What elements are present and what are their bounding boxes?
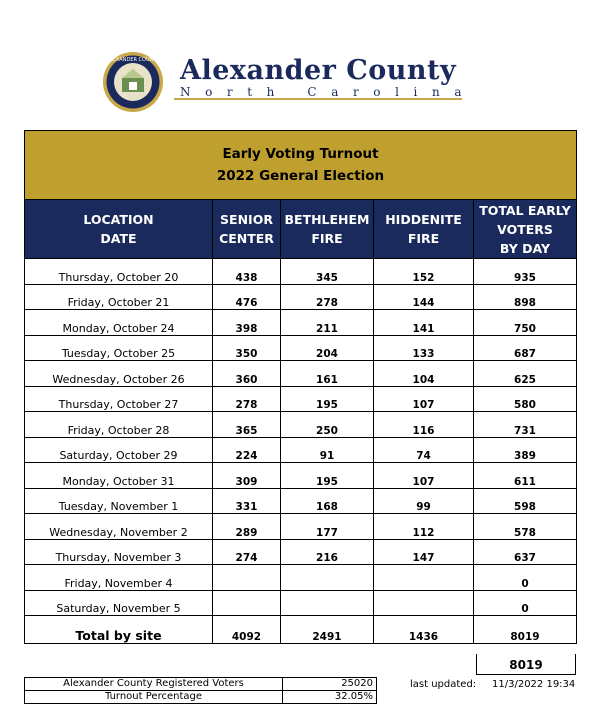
cell-senior-center	[213, 565, 281, 591]
totals-label: Total by site	[25, 616, 213, 644]
cell-date: Friday, November 4	[25, 565, 213, 591]
report-title-line2: 2022 General Election	[216, 168, 385, 184]
table-row	[25, 412, 577, 438]
cell-senior-center: 476	[213, 284, 281, 310]
cell-hiddenite-fire	[374, 565, 474, 591]
cell-hiddenite-fire: 107	[374, 386, 474, 412]
cell-bethlehem-fire	[281, 565, 374, 591]
table-body	[25, 259, 577, 616]
last-updated-label: last updated:	[410, 679, 477, 690]
column-header-hiddenite-fire: HIDDENITE FIRE	[374, 200, 474, 259]
report-title	[25, 131, 577, 200]
cell-senior-center: 309	[213, 463, 281, 489]
cell-senior-center	[213, 590, 281, 616]
cell-date: Saturday, October 29	[25, 437, 213, 463]
cell-bethlehem-fire: 195	[281, 463, 374, 489]
cell-total-by-day: 625	[474, 361, 577, 387]
cell-senior-center: 350	[213, 335, 281, 361]
totals-hiddenite-fire: 1436	[374, 616, 474, 644]
cell-hiddenite-fire	[374, 590, 474, 616]
turnout-percentage-value: 32.05%	[283, 691, 377, 704]
cell-hiddenite-fire: 141	[374, 310, 474, 336]
cell-total-by-day: 611	[474, 463, 577, 489]
table-row	[25, 488, 577, 514]
cell-hiddenite-fire: 147	[374, 539, 474, 565]
cell-bethlehem-fire: 161	[281, 361, 374, 387]
turnout-table	[24, 130, 577, 644]
cell-hiddenite-fire: 107	[374, 463, 474, 489]
cell-bethlehem-fire: 204	[281, 335, 374, 361]
svg-text:ALEXANDER COUNTY: ALEXANDER COUNTY	[106, 57, 160, 63]
table-row	[25, 565, 577, 591]
cell-total-by-day: 0	[474, 590, 577, 616]
table-row	[25, 335, 577, 361]
cell-senior-center: 438	[213, 259, 281, 285]
column-header-senior-center: SENIOR CENTER	[213, 200, 281, 259]
cell-date: Tuesday, November 1	[25, 488, 213, 514]
table-row	[25, 361, 577, 387]
cell-hiddenite-fire: 104	[374, 361, 474, 387]
table-row	[25, 463, 577, 489]
table-row	[25, 259, 577, 285]
cell-senior-center: 360	[213, 361, 281, 387]
cell-bethlehem-fire: 195	[281, 386, 374, 412]
cell-total-by-day: 935	[474, 259, 577, 285]
cell-hiddenite-fire: 152	[374, 259, 474, 285]
column-header-location: LOCATION DATE	[25, 200, 213, 259]
cell-total-by-day: 598	[474, 488, 577, 514]
cell-date: Friday, October 28	[25, 412, 213, 438]
cell-hiddenite-fire: 112	[374, 514, 474, 540]
cell-date: Monday, October 24	[25, 310, 213, 336]
turnout-percentage-label: Turnout Percentage	[25, 691, 283, 704]
grand-total: 8019	[476, 654, 576, 675]
totals-row	[25, 616, 577, 644]
table-header-row	[25, 200, 577, 259]
column-header-bethlehem-fire: BETHLEHEM FIRE	[281, 200, 374, 259]
table-row	[25, 310, 577, 336]
cell-total-by-day: 578	[474, 514, 577, 540]
registered-voters-label: Alexander County Registered Voters	[25, 678, 283, 691]
cell-senior-center: 278	[213, 386, 281, 412]
cell-senior-center: 331	[213, 488, 281, 514]
cell-total-by-day: 0	[474, 565, 577, 591]
cell-date: Monday, October 31	[25, 463, 213, 489]
registered-voters-value: 25020	[283, 678, 377, 691]
cell-date: Thursday, October 20	[25, 259, 213, 285]
cell-date: Wednesday, October 26	[25, 361, 213, 387]
county-header	[102, 47, 477, 117]
cell-senior-center: 398	[213, 310, 281, 336]
cell-total-by-day: 750	[474, 310, 577, 336]
cell-bethlehem-fire	[281, 590, 374, 616]
totals-senior-center: 4092	[213, 616, 281, 644]
table-row	[25, 386, 577, 412]
table-row	[25, 590, 577, 616]
cell-date: Wednesday, November 2	[25, 514, 213, 540]
cell-bethlehem-fire: 177	[281, 514, 374, 540]
cell-senior-center: 289	[213, 514, 281, 540]
cell-bethlehem-fire: 278	[281, 284, 374, 310]
cell-senior-center: 274	[213, 539, 281, 565]
cell-total-by-day: 731	[474, 412, 577, 438]
table-row	[25, 539, 577, 565]
cell-senior-center: 224	[213, 437, 281, 463]
cell-date: Tuesday, October 25	[25, 335, 213, 361]
cell-hiddenite-fire: 74	[374, 437, 474, 463]
cell-bethlehem-fire: 250	[281, 412, 374, 438]
cell-hiddenite-fire: 116	[374, 412, 474, 438]
cell-total-by-day: 580	[474, 386, 577, 412]
cell-bethlehem-fire: 168	[281, 488, 374, 514]
cell-senior-center: 365	[213, 412, 281, 438]
cell-bethlehem-fire: 216	[281, 539, 374, 565]
totals-bethlehem-fire: 2491	[281, 616, 374, 644]
cell-date: Friday, October 21	[25, 284, 213, 310]
column-header-total-by-day: TOTAL EARLY VOTERS BY DAY	[474, 200, 577, 259]
cell-date: Saturday, November 5	[25, 590, 213, 616]
table-row	[25, 437, 577, 463]
table-row	[25, 514, 577, 540]
table-row	[25, 284, 577, 310]
summary-table	[24, 677, 377, 704]
state-name: North Carolina	[180, 85, 477, 99]
cell-total-by-day: 687	[474, 335, 577, 361]
cell-total-by-day: 637	[474, 539, 577, 565]
cell-total-by-day: 389	[474, 437, 577, 463]
cell-bethlehem-fire: 211	[281, 310, 374, 336]
cell-hiddenite-fire: 144	[374, 284, 474, 310]
report-title-line1: Early Voting Turnout	[222, 146, 379, 162]
cell-bethlehem-fire: 91	[281, 437, 374, 463]
cell-bethlehem-fire: 345	[281, 259, 374, 285]
cell-date: Thursday, October 27	[25, 386, 213, 412]
county-name: Alexander County	[180, 55, 457, 86]
cell-total-by-day: 898	[474, 284, 577, 310]
last-updated-value: 11/3/2022 19:34	[492, 679, 576, 690]
cell-hiddenite-fire: 133	[374, 335, 474, 361]
cell-date: Thursday, November 3	[25, 539, 213, 565]
cell-hiddenite-fire: 99	[374, 488, 474, 514]
totals-total-by-day: 8019	[474, 616, 577, 644]
county-seal-icon	[102, 51, 164, 113]
